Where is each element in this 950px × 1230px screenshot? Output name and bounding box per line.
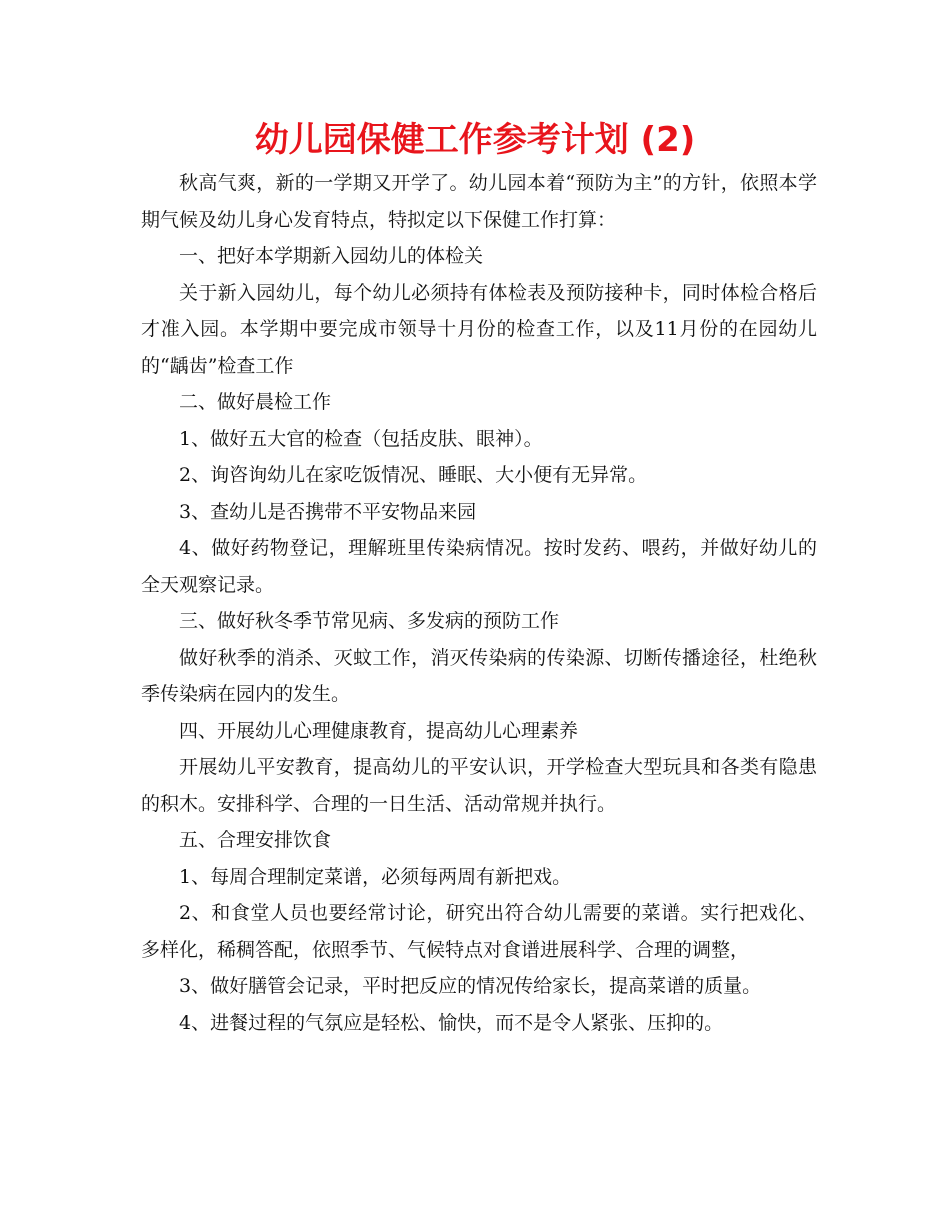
list-item: 1、每周合理制定菜谱，必须每两周有新把戏。 (179, 865, 572, 888)
section-heading-3: 三、做好秋冬季节常见病、多发病的预防工作 (179, 610, 560, 632)
list-item: 3、做好膳管会记录，平时把反应的情况传给家长，提高菜谱的质量。 (179, 975, 762, 997)
list-item: 2、询咨询幼儿在家吃饭情况、睡眠、大小便有无异常。 (179, 464, 648, 486)
section-heading-1: 一、把好本学期新入园幼儿的体检关 (179, 245, 484, 267)
paragraph: 做好秋季的消杀、灭蚊工作，消灭传染病的传染源、切断传播途径，杜绝秋季传染病在园内的发生。 (141, 646, 817, 705)
document-body (141, 165, 817, 1041)
list-item: 1、做好五大官的检查（包括皮肤、眼神）。 (179, 427, 543, 450)
paragraph: 关于新入园幼儿，每个幼儿必须持有体检表及预防接种卡，同时体检合格后才准入园。本学期中要完成市领导十月份的检查工作，以及11月份的在园幼儿的“龋齿”检查工作 (141, 281, 817, 377)
section-heading-2: 二、做好晨检工作 (179, 391, 332, 413)
paragraph: 开展幼儿平安教育，提高幼儿的平安认识，开学检查大型玩具和各类有隐患的积木。安排科学、合理的一日生活、活动常规并执行。 (141, 756, 817, 815)
list-item: 4、进餐过程的气氛应是轻松、愉快，而不是令人紧张、压抑的。 (179, 1011, 724, 1034)
section-heading-4: 四、开展幼儿心理健康教育，提高幼儿心理素养 (179, 719, 579, 742)
document-title: 幼儿园保健工作参考计划 (2) (254, 120, 696, 160)
section-heading-5: 五、合理安排饮食 (179, 829, 332, 851)
list-item: 2、和食堂人员也要经常讨论，研究出符合幼儿需要的菜谱。实行把戏化、多样化，稀稠答配，依照季节、气候特点对食谱进展科学、合理的调整， (141, 902, 817, 961)
paragraph-intro: 秋高气爽，新的一学期又开学了。幼儿园本着“预防为主”的方针，依照本学期气候及幼儿身心发育特点，特拟定以下保健工作打算： (141, 172, 817, 231)
list-item: 4、做好药物登记，理解班里传染病情况。按时发药、喂药，并做好幼儿的全天观察记录。 (141, 537, 817, 596)
list-item: 3、查幼儿是否携带不平安物品来园 (179, 500, 477, 523)
